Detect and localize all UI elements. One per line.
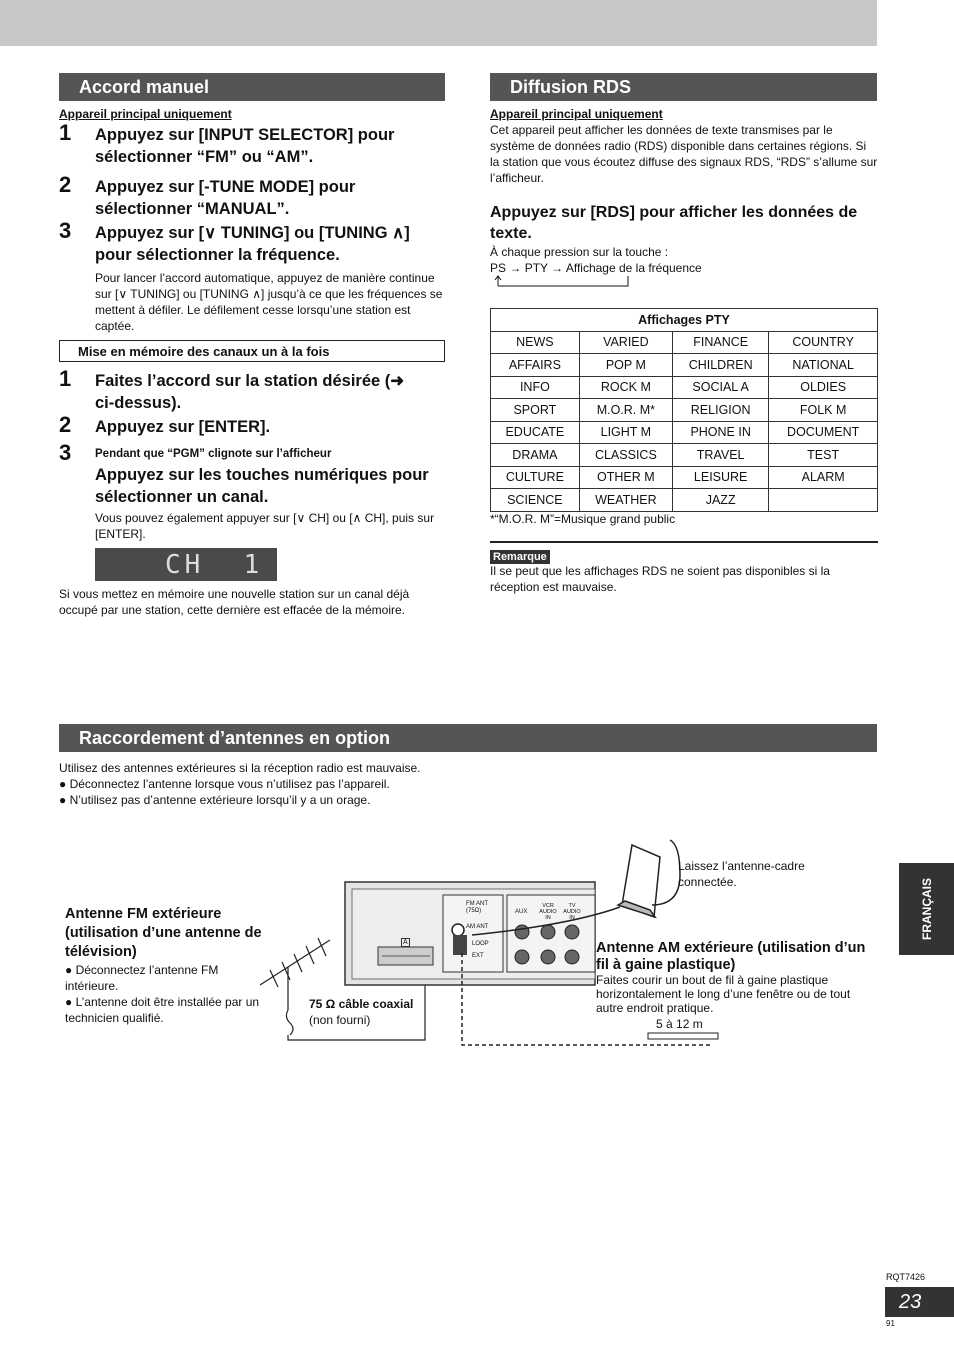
panel-label-ohm: (75Ω)	[466, 908, 482, 914]
table-cell: SPORT	[491, 399, 580, 422]
panel-label-loop: LOOP	[472, 941, 489, 947]
table-cell: JAZZ	[673, 489, 769, 512]
step-number: 1	[59, 120, 72, 145]
table-cell: TRAVEL	[673, 444, 769, 467]
table-cell: ALARM	[769, 466, 878, 489]
table-cell: NEWS	[491, 331, 580, 354]
step-text: Appuyez sur [∨ TUNING] ou [TUNING ∧] pour sélectionner la fréquence.	[95, 224, 410, 264]
table-row	[491, 354, 878, 377]
table-cell: POP M	[579, 354, 672, 377]
lcd-text: CH 1	[165, 550, 264, 580]
memory-step-2	[59, 412, 449, 438]
fm-antenna-title: Antenne FM extérieure (utilisation d’une antenne de télévision)	[65, 906, 262, 960]
table-row	[491, 421, 878, 444]
panel-label-fm-ant: FM ANT	[466, 901, 488, 907]
subhead-accord: Appareil principal uniquement	[59, 107, 232, 121]
table-cell: LIGHT M	[579, 421, 672, 444]
table-cell: DOCUMENT	[769, 421, 878, 444]
step-text: Appuyez sur [INPUT SELECTOR] pour sélectionner “FM” ou “AM”.	[95, 126, 395, 166]
step-3	[59, 218, 449, 334]
bullet-text: N’utilisez pas d’antenne extérieure lorsqu’il y a un orage.	[69, 793, 371, 807]
accord-footer: Si vous mettez en mémoire une nouvelle station sur un canal déjà occupé par une station, cette dernière est effacée de la mémoire.	[59, 587, 410, 617]
table-cell: VARIED	[579, 331, 672, 354]
table-cell: INFO	[491, 376, 580, 399]
table-cell: CULTURE	[491, 466, 580, 489]
page-number: 23	[885, 1287, 954, 1317]
memory-box-title: Mise en mémoire des canaux un à la fois	[59, 340, 445, 362]
lcd-display	[95, 548, 277, 581]
cycle-item-pty: PTY	[524, 261, 548, 275]
fm-bullet-1: ● Déconnectez l’antenne FM intérieure.	[65, 963, 219, 993]
table-cell: OTHER M	[579, 466, 672, 489]
remarque-text: Il se peut que les affichages RDS ne soient pas disponibles si la réception est mauvaise.	[490, 564, 830, 594]
model-number: RQT7426	[886, 1272, 926, 1282]
table-row	[491, 376, 878, 399]
cycle-item-ps: PS	[490, 261, 507, 275]
table-row	[491, 489, 878, 512]
am-antenna-title: Antenne AM extérieure (utilisation d’un fil à gaine plastique)	[596, 940, 866, 973]
step-note: Pour lancer l’accord automatique, appuyez de manière continue sur [∨ TUNING] ou [TUNING ∧] jusqu’à ce que les fréquences se mettent à défiler. Le défilement cesse lorsqu’une station est captée.	[95, 271, 443, 333]
table-cell: M.O.R. M*	[579, 399, 672, 422]
coax-label	[309, 996, 413, 1028]
table-cell: FINANCE	[673, 331, 769, 354]
memory-step-3	[59, 440, 449, 542]
remarque-label: Remarque	[490, 550, 550, 564]
language-tab-label: FRANÇAIS	[919, 878, 934, 940]
panel-label-ext: EXT	[472, 953, 484, 959]
table-cell: SCIENCE	[491, 489, 580, 512]
antenna-bullet-1: ● Déconnectez l’antenne lorsque vous n’utilisez pas l’appareil.	[59, 777, 390, 791]
table-cell: ROCK M	[579, 376, 672, 399]
table-cell: PHONE IN	[673, 421, 769, 444]
section-title-rds: Diffusion RDS	[490, 73, 877, 101]
table-cell	[769, 489, 878, 512]
pty-table-title: Affichages PTY	[491, 309, 878, 332]
table-cell: SOCIAL A	[673, 376, 769, 399]
table-cell: AFFAIRS	[491, 354, 580, 377]
step-2	[59, 172, 449, 220]
subhead-rds: Appareil principal uniquement	[490, 107, 663, 121]
panel-label-a: A	[403, 939, 408, 946]
section-title-antennes: Raccordement d’antennes en option	[59, 724, 877, 752]
cycle-return-arrow	[494, 274, 634, 288]
am-ant-terminal	[453, 935, 467, 955]
top-banner	[0, 0, 877, 46]
sub-page-number: 91	[886, 1319, 895, 1328]
table-cell: LEISURE	[673, 466, 769, 489]
table-cell: CHILDREN	[673, 354, 769, 377]
pty-footnote: *“M.O.R. M”=Musique grand public	[490, 512, 676, 526]
bullet-text: Déconnectez l’antenne lorsque vous n’utilisez pas l’appareil.	[69, 777, 390, 791]
table-row	[491, 399, 878, 422]
wire-length-label: 5 à 12 m	[656, 1017, 703, 1031]
coax-note: (non fourni)	[309, 1013, 371, 1027]
step-text: Appuyez sur les touches numériques pour sélectionner un canal.	[95, 466, 429, 506]
step-note: Vous pouvez également appuyer sur [∨ CH] ou [∧ CH], puis sur [ENTER].	[95, 511, 435, 541]
rds-cycle: PS → PTY → Affichage de la fréquence	[490, 261, 702, 275]
table-cell: EDUCATE	[491, 421, 580, 444]
panel-label-tv: TV AUDIO IN	[563, 903, 581, 921]
section-title-accord-manuel: Accord manuel	[59, 73, 445, 101]
step-text: Appuyez sur [ENTER].	[95, 418, 271, 436]
antenna-bullet-2: ● N’utilisez pas d’antenne extérieure lorsqu’il y a un orage.	[59, 793, 371, 807]
bullet-text: Déconnectez l’antenne FM intérieure.	[65, 963, 219, 993]
table-row	[491, 444, 878, 467]
rds-intro: Cet appareil peut afficher les données de texte transmises par le système de données radio (RDS) disponible dans certaines régions. Si la station que vous écoutez diffuse des signaux RDS, “RDS” s’allume sur l’afficheur.	[490, 123, 878, 185]
rds-press-note: À chaque pression sur la touche :	[490, 245, 669, 259]
panel-label-vcr: VCR AUDIO IN	[539, 903, 557, 921]
table-cell: NATIONAL	[769, 354, 878, 377]
table-cell: OLDIES	[769, 376, 878, 399]
language-tab	[899, 863, 954, 955]
table-row	[491, 331, 878, 354]
am-wire-length-bar	[648, 1033, 718, 1039]
table-cell: TEST	[769, 444, 878, 467]
am-antenna-note: Faites courir un bout de fil à gaine plastique horizontalement le long d’une fenêtre ou de tout autre endroit pratique.	[596, 973, 851, 1015]
fm-ant-jack	[452, 924, 464, 936]
step-number: 1	[59, 366, 72, 391]
table-cell: RELIGION	[673, 399, 769, 422]
loop-note: Laissez l’antenne-cadre connectée.	[678, 859, 805, 889]
step-small-note: Pendant que “PGM” clignote sur l’afficheur	[95, 448, 332, 460]
step-number: 2	[59, 412, 72, 437]
rds-instruction: Appuyez sur [RDS] pour afficher les données de texte.	[490, 204, 858, 242]
pty-table	[490, 308, 878, 512]
panel-label-aux: AUX	[515, 909, 528, 915]
step-text: Faites l’accord sur la station désirée (➜ ci-dessus).	[95, 372, 405, 412]
antenna-intro: Utilisez des antennes extérieures si la réception radio est mauvaise.	[59, 761, 421, 775]
memory-step-1	[59, 366, 449, 414]
fm-bullet-2: ● L’antenne doit être installée par un technicien qualifié.	[65, 995, 260, 1025]
step-1	[59, 120, 449, 168]
coax-bold: 75 Ω câble coaxial	[309, 997, 414, 1011]
step-number: 2	[59, 172, 72, 197]
table-cell: DRAMA	[491, 444, 580, 467]
table-cell: CLASSICS	[579, 444, 672, 467]
step-number: 3	[59, 440, 72, 465]
panel-label-am-ant: AM ANT	[466, 924, 489, 930]
bullet-text: L’antenne doit être installée par un technicien qualifié.	[65, 995, 260, 1025]
remarque-rule	[490, 541, 878, 543]
cycle-item-freq: Affichage de la fréquence	[565, 261, 702, 275]
table-cell: COUNTRY	[769, 331, 878, 354]
step-number: 3	[59, 218, 72, 243]
table-row	[491, 466, 878, 489]
table-cell: WEATHER	[579, 489, 672, 512]
table-cell: FOLK M	[769, 399, 878, 422]
step-text: Appuyez sur [-TUNE MODE] pour sélectionner “MANUAL”.	[95, 178, 356, 218]
